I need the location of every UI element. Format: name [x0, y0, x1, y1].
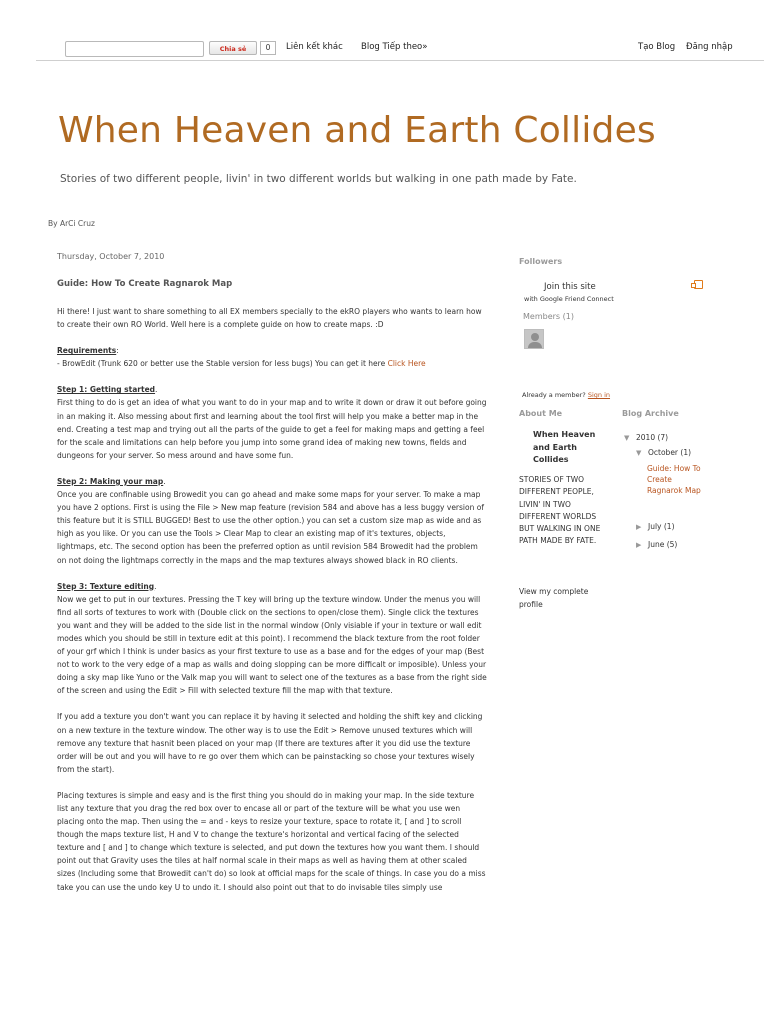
share-button[interactable]: Chia sẻ	[209, 41, 257, 55]
step2-heading: Step 2: Making your map	[57, 476, 164, 486]
blog-title[interactable]: When Heaven and Earth Collides	[58, 110, 656, 151]
archive-month-june[interactable]	[636, 540, 677, 549]
archive-month-july[interactable]	[636, 522, 675, 531]
archive-year-label[interactable]: 2010 (7)	[636, 433, 669, 442]
requirements-section: Requirements: - BrowEdit (Trunk 620 or better use the Stable version for less bugs) You can get it here Click Here	[57, 346, 426, 369]
collapsed-triangle-icon[interactable]: ▶	[636, 523, 642, 531]
sign-in-link[interactable]: Đăng nhập	[686, 42, 733, 52]
requirements-text: - BrowEdit (Trunk 620 or better use the Stable version for less bugs) You can get it here	[57, 359, 386, 369]
post-intro: Hi there! I just want to share something to all EX members specially to the ekRO players who wants to learn how to create their own RO World. Well here is a complete guide on how to create maps. :D	[57, 307, 482, 330]
about-me-widget	[519, 409, 609, 609]
step2-text: Once you are confinable using Browedit you can go ahead and make some maps for your server. To make a map you have 2 options. First is using the File > New map feature (revision 584 and above has a less buggy version of this feature but it is STILL BUGGED! Best to use the other option.) you can set a custom size map as wide and as high as you like. Or you can use the Tools > Clear Map to clear an existing map of it's textures, objects, lightmaps, etc. The second option has been the preferred option as until revision 584 Browedit had the problem on not doing the lightmaps correctly in the maps and the map textures always showed black in RO clients.	[57, 490, 484, 565]
about-name[interactable]: When Heaven and Earth Collides	[533, 430, 596, 464]
share-count: 0	[260, 41, 276, 55]
step3-section: Step 3: Texture editing. Now we get to put in our textures. Pressing the T key will bring up the texture window. Under the menus you will find all sorts of textures to work with (Double click on the sections to open/close them). Single click the textures you want and they will be added to the side list in the normal window (Only visiable if your in texture or wall edit modes which you should be still in texture edit at this point). I recommend the black texture from the root folder of your grf which I think is under basics as your first texture to use as a base and for the edges of your map (Best not to work to the very edge of a map as walls and doing slopping can be more difficalt or imposible). Unless your doing a sky map like Yuno or the Valk map you will want to select one of the textures as a base from the right side of the screen and using the Edit > Fill with selected texture fill the map with that texture.	[57, 581, 487, 696]
step1-section: Step 1: Getting started. First thing to do is get an idea of what you want to do in your map and to write it down or draw it out before going in an making it. Also messing about first and learning about the tool first will help you make a better map in the end. Creating a test map and trying out all the parts of the guide to get a feel for making maps and getting a feel for the scale and limitations can help before you jump into some grand idea of making new towns, fields and dungeons for your server. So mess around and have some fun.	[57, 385, 487, 460]
followers-widget	[519, 257, 709, 321]
post-title[interactable]: Guide: How To Create Ragnarok Map	[57, 279, 233, 289]
blog-post	[57, 252, 487, 907]
archive-july-label[interactable]: July (1)	[648, 522, 675, 531]
archive-year-2010[interactable]	[624, 433, 668, 442]
expand-icon[interactable]	[694, 280, 703, 289]
about-heading: About Me	[519, 409, 563, 418]
followers-heading: Followers	[519, 257, 563, 266]
step3-text: Now we get to put in our textures. Pressing the T key will bring up the texture window. Under the menus you will find all sorts of textures to work with (Double click on the sections to open/close them). Single click the textures you want and they will be added to the side list in the normal window (Only visiable if your in texture or wall edit modes which you should be still in texture edit at this point). I recommend the black texture from the root folder of your grf which I think is under basics as your first texture to use as a base and for the edges of your map (Best not to work to the very edge of a map as walls and doing slopping can be more difficalt or imposible). Unless your doing a sky map like Yuno or the Valk map you will want to select one of the textures as a base from the right side of the screen and using the Edit > Fill with selected texture fill the map with that texture.	[57, 594, 487, 696]
blog-description: Stories of two different people, livin' in two different worlds but walking in one path made by Fate.	[60, 173, 577, 185]
archive-heading: Blog Archive	[622, 409, 679, 418]
expanded-triangle-icon[interactable]: ▼	[636, 449, 642, 457]
blogger-navbar	[36, 32, 764, 61]
step2-section: Step 2: Making your map. Once you are confinable using Browedit you can go ahead and make some maps for your server. To make a map you have 2 options. First is using the File > New map feature (revision 584 and above has a less buggy version of this feature but it is STILL BUGGED! Best to use the other option.) you can set a custom size map as wide and as high as you like. Or you can use the Tools > Clear Map to clear an existing map of it's textures, objects, lightmaps, etc. The second option has been the preferred option as until revision 584 Browedit had the problem on not doing the lightmaps correctly in the maps and the map textures always showed black in RO clients.	[57, 476, 484, 565]
gfc-text: with Google Friend Connect	[524, 295, 614, 303]
archive-june-label[interactable]: June (5)	[648, 540, 678, 549]
byline: By ArCi Cruz	[48, 219, 95, 228]
click-here-link[interactable]: Click Here	[387, 359, 426, 369]
archive-post-link[interactable]: Guide: How To Create Ragnarok Map	[647, 464, 701, 495]
view-profile-link[interactable]: View my complete profile	[519, 587, 589, 609]
replace-paragraph: If you add a texture you don't want you can replace it by having it selected and holding the shift key and clicking on a new texture in the texture window. The other way is to use the Edit > Remove unused textures which will remove any texture that hasnit been placed on your map (If there are textures after it you did use the texture order will be out and you will have to re go over them which can be painstacking so chose your textures wisely from the start).	[57, 712, 483, 774]
next-blog-link[interactable]: Blog Tiếp theo»	[361, 42, 428, 52]
step1-text: First thing to do is get an idea of what you want to do in your map and to write it down or draw it out before going in an making it. Also messing about first and learning about the tool first will help you make a better map in the end. Creating a test map and trying out all the parts of the guide to get a feel for making maps and getting a feel for the scale and limitations can help before you jump into some grand idea of making new towns, fields and dungeons for your server. So mess around and have some fun.	[57, 398, 487, 460]
more-links[interactable]: Liên kết khác	[286, 42, 343, 52]
about-description: STORIES OF TWO DIFFERENT PEOPLE, LIVIN' IN TWO DIFFERENT WORLDS BUT WALKING IN ONE PATH MADE BY FATE.	[519, 475, 601, 546]
expanded-triangle-icon[interactable]: ▼	[624, 434, 630, 442]
member-avatar[interactable]	[524, 329, 544, 349]
step3-heading: Step 3: Texture editing	[57, 581, 155, 591]
navbar-search-input[interactable]	[65, 41, 204, 57]
already-member	[522, 391, 610, 399]
archive-october-label[interactable]: October (1)	[648, 448, 692, 457]
create-blog-link[interactable]: Tạo Blog	[638, 42, 676, 52]
members-count: Members (1)	[523, 312, 574, 321]
join-site-link[interactable]: Join this site	[544, 282, 596, 292]
requirements-heading: Requirements	[57, 346, 117, 356]
step1-heading: Step 1: Getting started	[57, 385, 156, 395]
collapsed-triangle-icon[interactable]: ▶	[636, 541, 642, 549]
archive-month-october[interactable]	[636, 448, 691, 457]
placing-paragraph: Placing textures is simple and easy and is the first thing you should do in making your map. In the side texture list any texture that you drag the red box over to encase all or part of the texture will be what you use wen placing onto the map. Then using the = and - keys to resize your texture, space to rotate it, [ and ] to scroll though the maps texture list, H and V to change the texture's horizontal and vertical facing of the selected texture and [ and ] to change which texture is selected, and put down the textures how you want them. I should point out that Gravity uses the tiles at half normal scale in their maps as well as having them at other scaled sizes (Including some that Browedit can't do) so look at official maps for the scale of things. In case you do a miss take you can use the undo key U to undo it. I should also point out that to do invisable tiles simply use	[57, 790, 486, 892]
post-body	[57, 305, 487, 894]
already-member-text: Already a member?	[522, 391, 586, 399]
post-date: Thursday, October 7, 2010	[57, 252, 165, 261]
sidebar-sign-in-link[interactable]: Sign in	[587, 391, 611, 399]
blog-archive-widget	[622, 409, 742, 549]
